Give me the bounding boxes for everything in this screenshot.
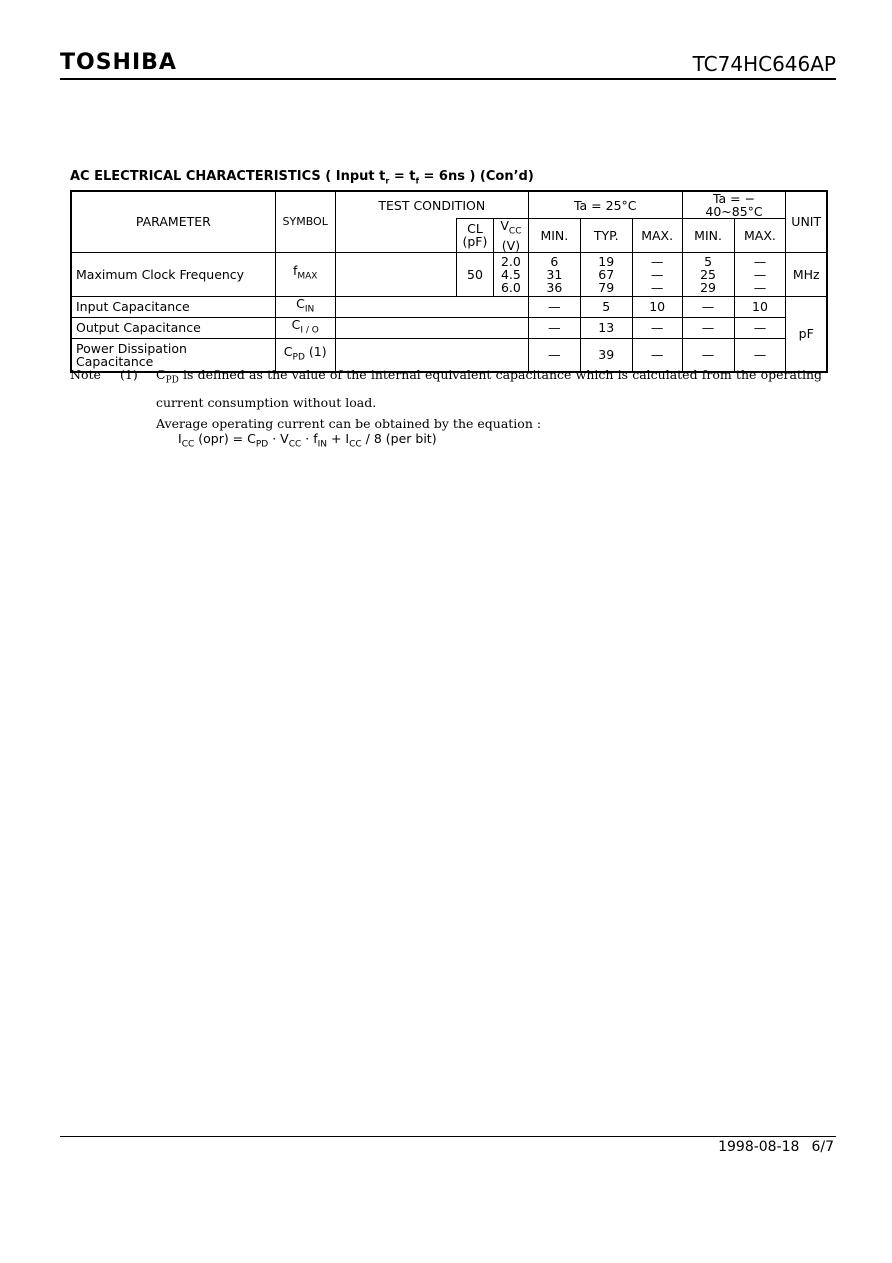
page-footer bbox=[718, 1138, 834, 1156]
cpd-max-25: — bbox=[632, 338, 682, 372]
page-header bbox=[60, 50, 836, 80]
note-label: Note bbox=[70, 367, 101, 382]
cin-max-25: 10 bbox=[632, 296, 682, 317]
cpd-max-range: — bbox=[734, 338, 786, 372]
header-vcc: $V_{CC}$ (V) bbox=[493, 219, 528, 253]
footer-page: 6/7 bbox=[811, 1139, 834, 1155]
cl-value: 50 bbox=[456, 252, 493, 296]
cin-min-range: — bbox=[682, 296, 734, 317]
brand-logo: TOSHIBA bbox=[60, 50, 177, 75]
fmax-max-25: — — — bbox=[632, 252, 682, 296]
part-number: TC74HC646AP bbox=[692, 52, 836, 76]
ac-characteristics-table bbox=[70, 190, 828, 373]
fmax-min-range: 5 25 29 bbox=[682, 252, 734, 296]
param-cpd: Power Dissipation Capacitance bbox=[71, 338, 275, 372]
symbol-cio: $C_{I / O}$ bbox=[275, 317, 335, 338]
fmax-min-25: 6 31 36 bbox=[528, 252, 580, 296]
header-parameter: PARAMETER bbox=[71, 191, 275, 252]
header-cl: CL (pF) bbox=[456, 219, 493, 253]
vcc-values: 2.0 4.5 6.0 bbox=[493, 252, 528, 296]
cio-max-range: — bbox=[734, 317, 786, 338]
table-row bbox=[71, 296, 827, 317]
unit-pf: pF bbox=[786, 296, 827, 372]
header-unit: UNIT bbox=[786, 191, 827, 252]
cin-typ-25: 5 bbox=[580, 296, 632, 317]
symbol-cin: $C_{IN}$ bbox=[275, 296, 335, 317]
footer-date: 1998-08-18 bbox=[718, 1139, 800, 1155]
header-ta-25: Ta = 25°C bbox=[528, 191, 682, 219]
header-symbol: SYMBOL bbox=[275, 191, 335, 252]
fmax-max-range: — — — bbox=[734, 252, 786, 296]
header-typ-25: TYP. bbox=[580, 219, 632, 253]
cpd-min-range: — bbox=[682, 338, 734, 372]
footer-divider bbox=[60, 1136, 836, 1137]
cin-min-25: — bbox=[528, 296, 580, 317]
cio-min-range: — bbox=[682, 317, 734, 338]
unit-mhz: MHz bbox=[786, 252, 827, 296]
note-number: (1) bbox=[120, 367, 138, 382]
param-fmax: Maximum Clock Frequency bbox=[71, 252, 275, 296]
header-ta-range: Ta = − 40~85°C bbox=[682, 191, 786, 219]
header-max-range: MAX. bbox=[734, 219, 786, 253]
param-cio: Output Capacitance bbox=[71, 317, 275, 338]
cpd-typ-25: 39 bbox=[580, 338, 632, 372]
note-body: $C_{PD}$ is defined as the value of the internal equivalent capacitance which is calculated from the operating current consumption without load. Average operating current can be obtained by the equation : bbox=[156, 367, 822, 431]
cio-typ-25: 13 bbox=[580, 317, 632, 338]
header-min-25: MIN. bbox=[528, 219, 580, 253]
param-cin: Input Capacitance bbox=[71, 296, 275, 317]
symbol-fmax: $f_{MAX}$ bbox=[275, 252, 335, 296]
header-test-condition: TEST CONDITION bbox=[335, 191, 528, 219]
header-max-25: MAX. bbox=[632, 219, 682, 253]
cpd-min-25: — bbox=[528, 338, 580, 372]
cin-max-range: 10 bbox=[734, 296, 786, 317]
table-row bbox=[71, 252, 827, 296]
fmax-typ-25: 19 67 79 bbox=[580, 252, 632, 296]
table-row bbox=[71, 317, 827, 338]
equation: $I_{CC}$ $(opr) = C_{PD} \cdot V_{CC} \cdot f_{IN} + I_{CC} / 8$ (per bit) bbox=[178, 431, 437, 450]
header-min-range: MIN. bbox=[682, 219, 734, 253]
symbol-cpd: $C_{PD}$ (1) bbox=[275, 338, 335, 372]
cio-max-25: — bbox=[632, 317, 682, 338]
section-title: AC ELECTRICAL CHARACTERISTICS ( Input $t_r = t_f = 6ns$ ) (Con’d) bbox=[70, 169, 534, 186]
cio-min-25: — bbox=[528, 317, 580, 338]
